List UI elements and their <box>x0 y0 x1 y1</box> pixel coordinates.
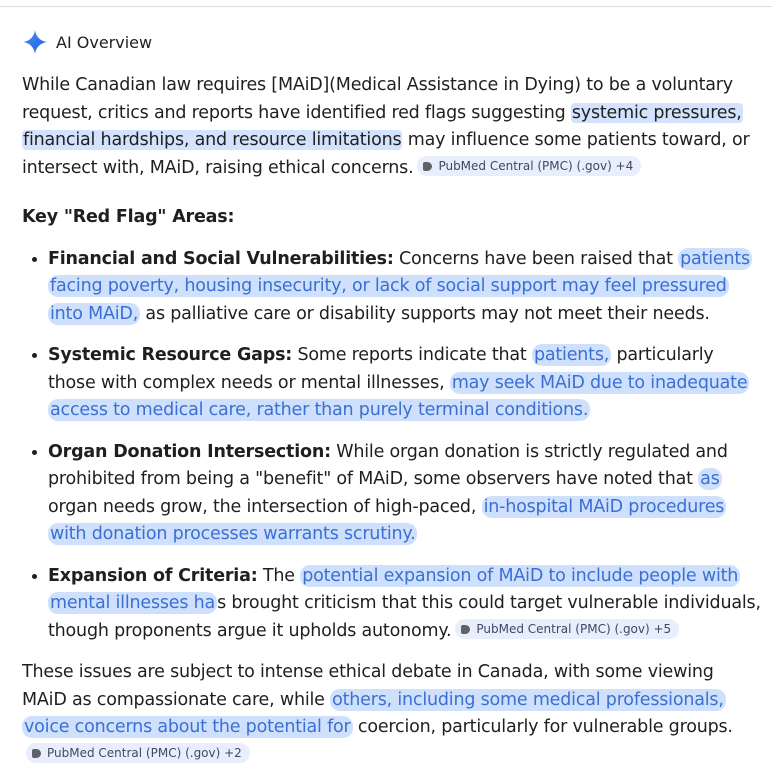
source-chip-label: PubMed Central (PMC) (.gov) +5 <box>476 622 672 636</box>
item-text: Concerns have been raised that <box>393 248 679 269</box>
overview-body <box>22 72 762 769</box>
intro-paragraph <box>22 72 762 182</box>
annotation-mark: patients facing poverty, housing insecurity, or lack of social support may feel pressured into MAiD, <box>50 248 750 324</box>
annotation-mark: others, including some medical professionals, voice concerns about the potential for <box>24 689 724 737</box>
ai-overview-title: AI Overview <box>56 32 153 52</box>
outro-paragraph <box>22 659 762 769</box>
item-lead: Expansion of Criteria: <box>48 565 258 586</box>
list-item <box>48 246 762 329</box>
annotation-mark: in-hospital MAiD procedures with donation processes warrants scrutiny. <box>50 496 725 544</box>
source-arrow-icon <box>461 625 470 634</box>
source-chip[interactable] <box>26 743 250 763</box>
annotation-mark: potential expansion of MAiD to include people with mental illnesses ha <box>50 565 739 613</box>
intro-text-2: may influence some patients toward, or intersect with, MAiD, raising ethical concerns. <box>22 130 750 178</box>
list-item <box>48 439 762 549</box>
source-arrow-icon <box>423 162 432 171</box>
annotation-mark: may seek MAiD due to inadequate access to medical care, rather than purely terminal conditions. <box>50 372 748 420</box>
item-text: s brought criticism that this could target vulnerable individuals, though proponents argue it upholds autonomy. <box>48 593 761 641</box>
item-text: The <box>257 565 301 586</box>
item-lead: Financial and Social Vulnerabilities: <box>48 248 394 269</box>
item-text: organ needs grow, the intersection of high-paced, <box>48 496 482 517</box>
list-item <box>48 342 762 425</box>
ai-overview-header <box>22 28 152 56</box>
intro-highlight: systemic pressures, financial hardships, and resource limitations <box>23 102 742 150</box>
item-text: particularly those with complex needs or mental illnesses, <box>48 345 714 393</box>
item-lead: Systemic Resource Gaps: <box>48 345 293 365</box>
item-text: as palliative care or disability supports may not meet their needs. <box>140 303 710 324</box>
key-areas-heading: Key "Red Flag" Areas: <box>22 207 235 227</box>
item-lead: Organ Donation Intersection: <box>48 441 331 462</box>
outro-text: These issues are subject to intense ethical debate in Canada, with some viewing MAiD as compassionate care, while <box>22 662 714 710</box>
item-text: Some reports indicate that <box>292 345 532 365</box>
item-text: While organ donation is strictly regulated and prohibited from being a "benefit" of MAiD, some observers have noted that <box>48 441 728 489</box>
red-flag-list <box>22 246 762 646</box>
source-chip-label: PubMed Central (PMC) (.gov) +4 <box>438 159 634 173</box>
outro-text-2: coercion, particularly for vulnerable groups. <box>352 717 733 737</box>
annotation-mark: as <box>700 469 720 489</box>
source-chip[interactable] <box>455 619 679 639</box>
source-chip[interactable] <box>417 156 641 176</box>
sparkle-icon <box>22 29 48 55</box>
annotation-mark: patients, <box>533 345 610 365</box>
source-arrow-icon <box>32 749 41 758</box>
list-item <box>48 563 762 646</box>
intro-text: While Canadian law requires [MAiD](Medical Assistance in Dying) to be a voluntary request, critics and reports have identified red flags suggesting <box>22 75 733 123</box>
top-divider <box>0 6 772 7</box>
source-chip-label: PubMed Central (PMC) (.gov) +2 <box>47 746 242 760</box>
